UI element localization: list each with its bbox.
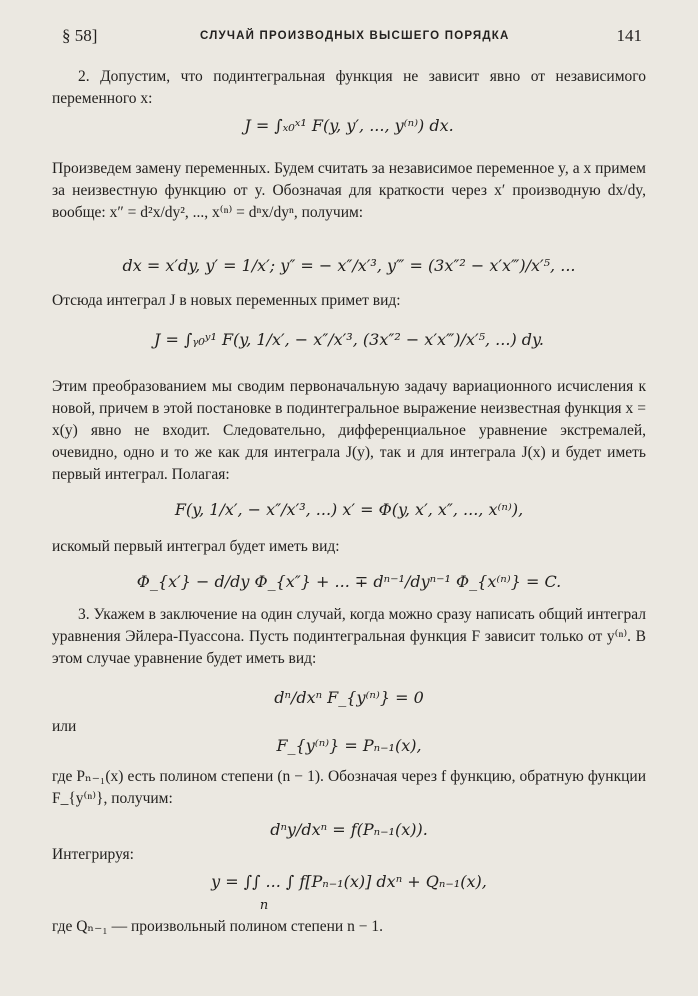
equation-first-integral: Φ_{x′} − d/dy Φ_{x″} + ... ∓ dⁿ⁻¹/dyⁿ⁻¹ Φ_{x⁽ⁿ⁾} = C. bbox=[136, 572, 562, 591]
paragraph-new-variables: Отсюда интеграл J в новых переменных примет вид: bbox=[52, 292, 401, 309]
paragraph-change-of-variables: Произведем замену переменных. Будем считать за независимое переменное y, а x примем за неизвестную функцию от y. Обозначая для краткости через x′ производную dx/dy, вообще: x″ = d²x/dy², ..., x⁽ⁿ⁾ = dⁿx/dyⁿ, получим: bbox=[52, 160, 646, 221]
equation-F-polynomial: F_{y⁽ⁿ⁾} = Pₙ₋₁(x), bbox=[276, 736, 422, 755]
equation-integral-J-new: J = ∫ᵧ₀ʸ¹ F(y, 1/x′, − x″/x′³, (3x″² − x′x‴)/x′⁵, ...) dy. bbox=[153, 330, 545, 349]
running-header bbox=[0, 24, 698, 48]
page-number: 141 bbox=[616, 26, 642, 45]
paragraph-first-integral: искомый первый интеграл будет иметь вид: bbox=[52, 538, 340, 555]
equation-general-solution: y = ∫∫ ... ∫ f[Pₙ₋₁(x)] dxⁿ + Qₙ₋₁(x), bbox=[211, 872, 487, 891]
equation-nth-derivative: dⁿy/dxⁿ = f(Pₙ₋₁(x)). bbox=[270, 820, 428, 839]
equation-integral-J: J = ∫ₓ₀ˣ¹ F(y, y′, ..., y⁽ⁿ⁾) dx. bbox=[244, 116, 454, 135]
paragraph-3-special-case: 3. Укажем в заключение на один случай, когда можно сразу написать общий интеграл уравнения Эйлера-Пуассона. Пусть подинтегральная функция F зависит только от y⁽ⁿ⁾. В этом случае уравнение будет иметь вид: bbox=[52, 606, 646, 667]
label-integrating: Интегрируя: bbox=[52, 846, 134, 863]
paragraph-arbitrary-polynomial: где Qₙ₋₁ — произвольный полином степени n − 1. bbox=[52, 918, 383, 935]
section-number: § 58] bbox=[62, 26, 98, 45]
equation-derivatives: dx = x′dy, y′ = 1/x′; y″ = − x″/x′³, y‴ = (3x″² − x′x‴)/x′⁵, ... bbox=[122, 256, 576, 275]
equation-integral-count: n bbox=[259, 898, 269, 913]
equation-phi-definition: F(y, 1/x′, − x″/x′³, ...) x′ = Φ(y, x′, x″, ..., x⁽ⁿ⁾), bbox=[174, 500, 524, 519]
equation-euler-poisson: dⁿ/dxⁿ F_{y⁽ⁿ⁾} = 0 bbox=[274, 688, 424, 707]
paragraph-inverse-function: где Pₙ₋₁(x) есть полином степени (n − 1). Обозначая через f функцию, обратную функции F_{y⁽ⁿ⁾}, получим: bbox=[52, 768, 646, 807]
paragraph-reduction: Этим преобразованием мы сводим первоначальную задачу вариационного исчисления к новой, причем в этой постановке в подинтегральное выражение неизвестная функция x = x(y) явно не входит. Следовательно, дифференциальное уравнение экстремалей, очевидно, одно и то же как для интеграла J(y), так и для интеграла J(x) и будет иметь первый интеграл. Полагая: bbox=[52, 378, 646, 483]
paragraph-2-intro: 2. Допустим, что подинтегральная функция не зависит явно от независимого переменного x: bbox=[52, 68, 646, 107]
word-or: или bbox=[52, 718, 77, 735]
running-title: СЛУЧАЙ ПРОИЗВОДНЫХ ВЫСШЕГО ПОРЯДКА bbox=[200, 30, 510, 42]
